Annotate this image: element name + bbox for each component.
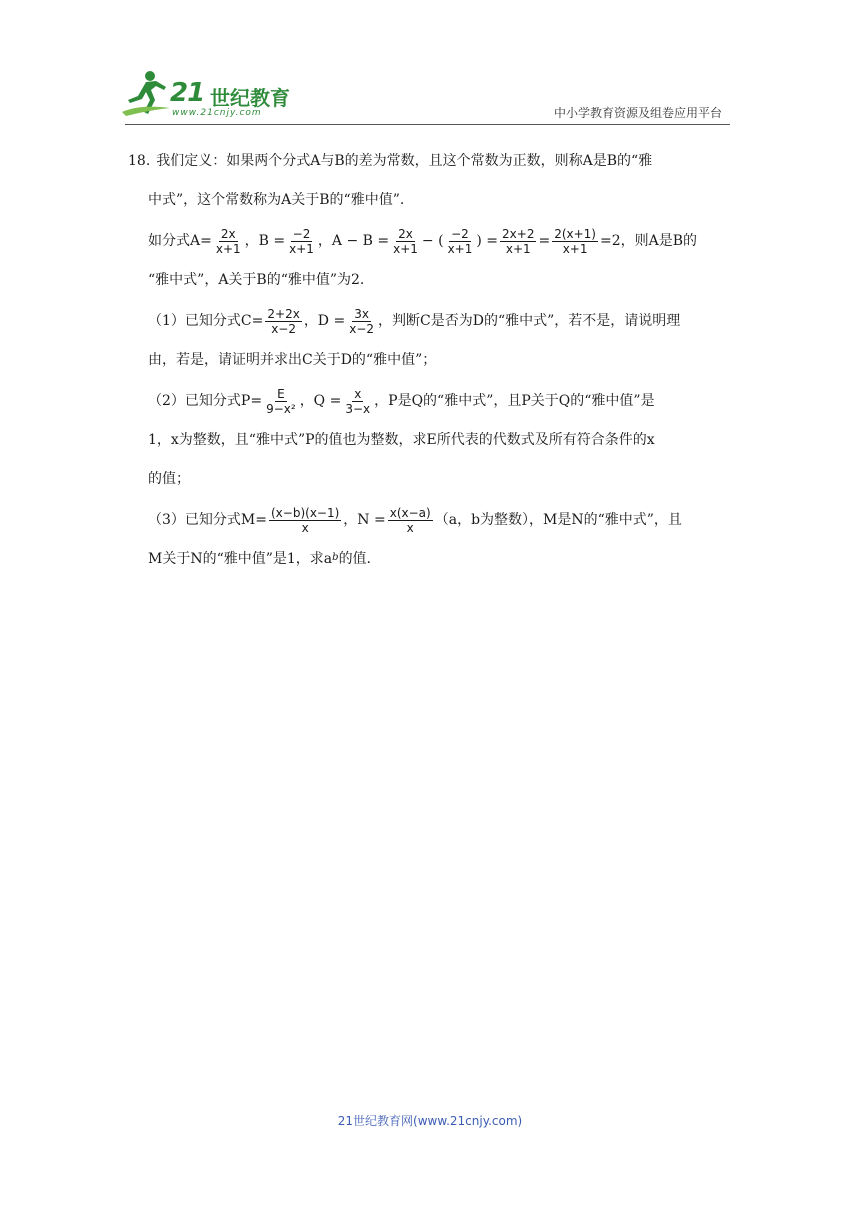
q3-n-lhs: ，N = bbox=[343, 512, 386, 528]
fraction-denominator: x+1 bbox=[447, 242, 473, 256]
fraction-denominator: x−2 bbox=[271, 322, 296, 336]
q2-p-lhs: P= bbox=[240, 393, 263, 409]
intro-text-2: 中式”，这个常数称为A关于B的“雅中值”. bbox=[148, 192, 405, 208]
q2-line-3 bbox=[128, 460, 733, 499]
intro-text-1: 我们定义：如果两个分式A与B的差为常数，且这个常数为正数，则称A是B的“雅 bbox=[156, 153, 653, 169]
q2-prefix: （2）已知分式 bbox=[148, 393, 241, 409]
fraction-diff-3 bbox=[500, 227, 536, 256]
fraction-numerator: −2 bbox=[292, 227, 311, 241]
diff-minus: − ( bbox=[421, 233, 444, 249]
fraction-diff-1 bbox=[391, 227, 420, 256]
q1-prefix: （1）已知分式 bbox=[148, 313, 241, 329]
example-text-2: “雅中式”，A关于B的“雅中值”为2. bbox=[148, 272, 365, 288]
q2-q-lhs: ，Q = bbox=[299, 393, 342, 409]
site-logo[interactable] bbox=[120, 68, 295, 120]
fraction-numerator: 2x bbox=[220, 227, 236, 241]
intro-line-1 bbox=[128, 142, 733, 181]
intro-line-2 bbox=[128, 181, 733, 220]
q3-text: （a，b为整数），M是N的“雅中式”，且 bbox=[434, 512, 682, 528]
example-prefix: 如分式 bbox=[148, 233, 190, 249]
fraction-b bbox=[287, 227, 316, 256]
fraction-denominator: x−2 bbox=[349, 322, 375, 336]
q1-line-2 bbox=[128, 341, 733, 380]
fraction-numerator: −2 bbox=[451, 227, 469, 241]
fraction-numerator: x bbox=[354, 387, 362, 401]
fraction-q bbox=[343, 387, 372, 416]
runner-icon bbox=[120, 68, 175, 120]
fraction-denominator: x bbox=[301, 521, 309, 535]
logo-url: www.21cnjy.com bbox=[172, 108, 262, 118]
fraction-denominator: x+1 bbox=[562, 242, 588, 256]
q3-m-lhs: M= bbox=[240, 512, 267, 528]
fraction-numerator: 2+2x bbox=[267, 307, 300, 321]
example-result: =2，则A是B的 bbox=[600, 233, 698, 249]
fraction-d bbox=[347, 307, 376, 336]
q1-text-2: 由，若是，请证明并求出C关于D的“雅中值”； bbox=[148, 352, 437, 368]
q2-text-3: 的值； bbox=[148, 471, 190, 487]
q3-line-2: M关于N的“雅中值”是1，求a $^b$ 的值. bbox=[128, 540, 733, 579]
q2-line-2 bbox=[128, 421, 733, 460]
fraction-numerator: x(x−a) bbox=[389, 506, 431, 520]
example-line-1 bbox=[128, 222, 733, 261]
problem-18 bbox=[128, 142, 733, 579]
fraction-numerator: 3x bbox=[354, 307, 369, 321]
example-b-lhs: ，B = bbox=[244, 233, 286, 249]
diff-close: ) = bbox=[476, 233, 499, 249]
fraction-denominator: 9−x² bbox=[266, 402, 296, 416]
example-line-2 bbox=[128, 261, 733, 300]
problem-number: 18. bbox=[128, 153, 151, 169]
fraction-denominator: x bbox=[406, 521, 414, 535]
fraction-diff-2 bbox=[446, 227, 475, 256]
q3-text-2b: 的值. bbox=[338, 551, 372, 567]
q3-prefix: （3）已知分式 bbox=[148, 512, 241, 528]
fraction-diff-4 bbox=[552, 227, 598, 256]
fraction-c bbox=[265, 307, 301, 336]
fraction-n bbox=[388, 506, 433, 535]
q2-text-2: 1，x为整数，且“雅中式”P的值也为整数，求E所代表的代数式及所有符合条件的x bbox=[148, 432, 655, 448]
q1-line-1 bbox=[128, 302, 733, 341]
example-diff: ，A − B = bbox=[317, 233, 390, 249]
fraction-denominator: x+1 bbox=[505, 242, 531, 256]
example-a-lhs: A= bbox=[190, 233, 212, 249]
page-header bbox=[0, 0, 860, 130]
q2-text: ，P是Q的“雅中式”，且P关于Q的“雅中值”是 bbox=[374, 393, 655, 409]
header-divider bbox=[125, 124, 730, 125]
fraction-p bbox=[264, 387, 298, 416]
fraction-denominator: x+1 bbox=[393, 242, 418, 256]
fraction-numerator: 2x bbox=[398, 227, 413, 241]
diff-eq: = bbox=[538, 233, 551, 249]
fraction-numerator: (x−b)(x−1) bbox=[271, 506, 340, 520]
fraction-numerator: 2(x+1) bbox=[554, 227, 596, 241]
q1-c-lhs: C= bbox=[240, 313, 264, 329]
q2-line-1 bbox=[128, 382, 733, 421]
fraction-denominator: 3−x bbox=[345, 402, 371, 416]
fraction-a bbox=[214, 227, 243, 256]
fraction-numerator: E bbox=[277, 387, 285, 401]
page-footer[interactable]: 21世纪教育网(www.21cnjy.com) bbox=[337, 1114, 523, 1128]
q3-line-1 bbox=[128, 501, 733, 540]
fraction-denominator: x+1 bbox=[289, 242, 314, 256]
fraction-m bbox=[269, 506, 341, 535]
logo-name: 世纪教育 bbox=[210, 86, 290, 110]
q1-d-lhs: ，D = bbox=[303, 313, 346, 329]
logo-number: 21 bbox=[170, 78, 205, 108]
header-tagline: 中小学教育资源及组卷应用平台 bbox=[553, 106, 722, 120]
q3-text-2a: M关于N的“雅中值”是1，求a bbox=[148, 551, 333, 567]
fraction-denominator: x+1 bbox=[215, 242, 241, 256]
q1-text: ，判断C是否为D的“雅中式”，若不是，请说明理 bbox=[378, 313, 681, 329]
fraction-numerator: 2x+2 bbox=[502, 227, 535, 241]
